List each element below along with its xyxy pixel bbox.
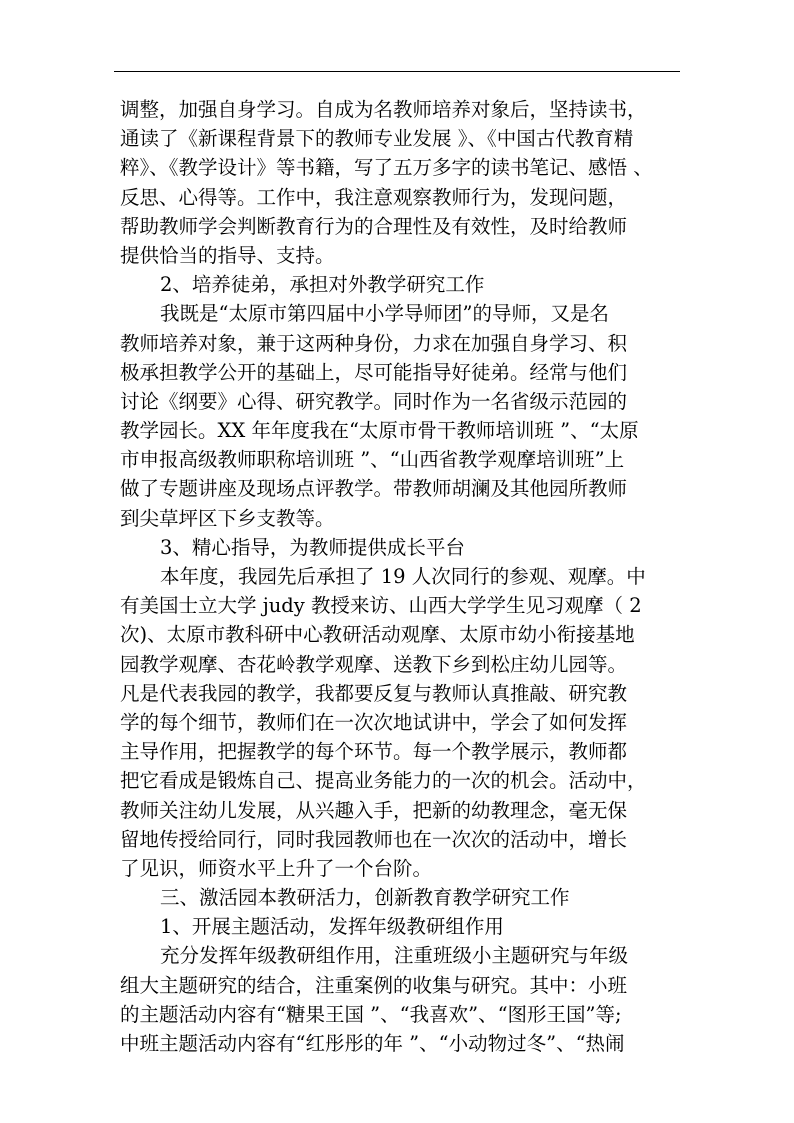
text-line: 1、开展主题活动，发挥年级教研组作用 bbox=[160, 915, 504, 939]
text-line: 留地传授给同行，同时我园教师也在一次次的活动中，增长 bbox=[120, 827, 628, 851]
text-line: 市申报高级教师职称培训班 ”、“山西省教学观摩培训班”上 bbox=[120, 448, 625, 472]
text-line: 组大主题研究的结合，注重案例的收集与研究。其中：小班 bbox=[120, 973, 628, 997]
text-line: 教师培养对象，兼于这两种身份，力求在加强自身学习、积 bbox=[120, 331, 628, 355]
text-line: 粹》、《教学设计》等书籍，写了五万多字的读书笔记、感悟 、 bbox=[120, 156, 653, 180]
text-line: 提供恰当的指导、支持。 bbox=[120, 243, 335, 267]
text-line: 凡是代表我园的教学，我都要反复与教师认真推敲、研究教 bbox=[120, 681, 628, 705]
text-line: 了见识，师资水平上升了一个台阶。 bbox=[120, 856, 433, 880]
text-line: 有美国士立大学 judy 教授来访、山西大学学生见习观摩（ 2 bbox=[120, 594, 642, 618]
text-line: 的主题活动内容有“糖果王国 ”、“我喜欢”、“图形王国”等; bbox=[120, 1002, 622, 1026]
text-line: 教师关注幼儿发展，从兴趣入手，把新的幼教理念，毫无保 bbox=[120, 798, 628, 822]
text-line: 中班主题活动内容有“红彤彤的年 ”、“小动物过冬”、“热闹 bbox=[120, 1032, 625, 1055]
text-line: 调整，加强自身学习。自成为名教师培养对象后，坚持读书， bbox=[120, 98, 647, 121]
text-line: 通读了《新课程背景下的教师专业发展 》、《中国古代教育精 bbox=[120, 127, 634, 151]
text-line: 帮助教师学会判断教育行为的合理性及有效性，及时给教师 bbox=[120, 214, 628, 238]
text-line: 园教学观摩、杏花岭教学观摩、送教下乡到松庄幼儿园等。 bbox=[120, 652, 628, 676]
text-line: 主导作用，把握教学的每个环节。每一个教学展示，教师都 bbox=[120, 740, 628, 764]
document-body bbox=[120, 95, 688, 1058]
text-line: 三、激活园本教研活力，创新教育教学研究工作 bbox=[160, 886, 570, 910]
text-line: 教学园长。XX 年年度我在“太原市骨干教师培训班 ”、“太原 bbox=[120, 419, 639, 443]
text-line: 学的每个细节，教师们在一次次地试讲中，学会了如何发挥 bbox=[120, 710, 628, 734]
text-line: 反思、心得等。工作中，我注意观察教师行为，发现问题， bbox=[120, 185, 628, 209]
text-line: 充分发挥年级教研组作用，注重班级小主题研究与年级 bbox=[160, 944, 629, 968]
text-line: 2、培养徒弟，承担对外教学研究工作 bbox=[160, 273, 485, 297]
text-line: 本年度，我园先后承担了 19 人次同行的参观、观摩。中 bbox=[160, 565, 646, 588]
header-rule bbox=[114, 71, 680, 72]
text-line: 3、精心指导，为教师提供成长平台 bbox=[160, 535, 465, 559]
text-line: 次)、太原市教科研中心教研活动观摩、太原市幼小衔接基地 bbox=[120, 623, 635, 647]
text-line: 讨论《纲要》心得、研究教学。同时作为一名省级示范园的 bbox=[120, 389, 628, 413]
text-line: 把它看成是锻炼自己、提高业务能力的一次的机会。活动中， bbox=[120, 769, 647, 793]
text-line: 做了专题讲座及现场点评教学。带教师胡澜及其他园所教师 bbox=[120, 477, 628, 501]
text-line: 到尖草坪区下乡支教等。 bbox=[120, 506, 335, 530]
text-line: 我既是“太原市第四届中小学导师团”的导师，又是名 bbox=[160, 302, 609, 326]
text-line: 极承担教学公开的基础上，尽可能指导好徒弟。经常与他们 bbox=[120, 360, 628, 384]
